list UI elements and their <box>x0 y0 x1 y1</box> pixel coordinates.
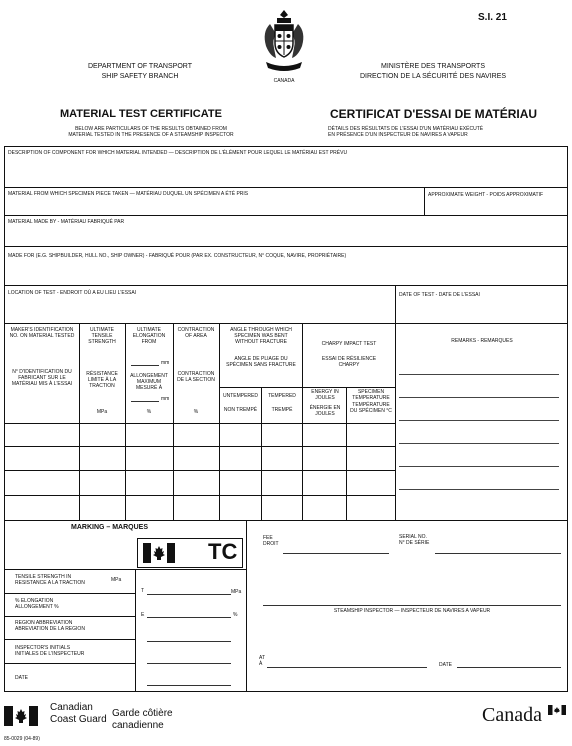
specimen-temp-header-en: SPECIMEN TEMPERATURE <box>352 389 390 401</box>
department-en-line-2: SHIP SAFETY BRANCH <box>101 73 179 80</box>
wordmark-flag-icon <box>548 705 566 715</box>
contraction-pct: % <box>193 409 199 415</box>
crest-caption: CANADA <box>273 78 295 84</box>
tempered-label: TEMPERED <box>268 393 296 399</box>
trempe-label: TREMPÉ <box>271 407 293 413</box>
elongation-marking-field[interactable] <box>147 608 231 617</box>
t-mpa-suffix: MPa <box>231 589 242 595</box>
material-from-field[interactable] <box>5 198 423 215</box>
marking-date-field[interactable] <box>147 676 231 685</box>
remarks-header: REMARKS - REMARQUES <box>451 338 513 344</box>
date-of-test-label: DATE OF TEST - DATE DE L'ESSAI <box>399 292 480 298</box>
elongation-header-en: ULTIMATE ELONGATION FROM <box>132 327 166 345</box>
department-fr-line-2: DIRECTION DE LA SÉCURITÉ DES NAVIRES <box>359 73 507 80</box>
at-label-en: AT <box>259 655 266 661</box>
e-pct-suffix: % <box>233 612 238 618</box>
at-label-fr: À <box>259 661 263 667</box>
elongation-pct: % <box>146 409 152 415</box>
marking-tensile-mpa: MPa <box>111 577 122 583</box>
department-fr-line-1: MINISTÈRE DES TRANSPORTS <box>381 63 485 70</box>
coast-guard-fr-line-2: canadienne <box>112 720 164 731</box>
subtitle-en-line-1: BELOW ARE PARTICULARS OF THE RESULTS OBTAINED FROM <box>75 126 227 132</box>
marking-tensile-fr: RESISTANCE A LA TRACTION <box>15 580 85 586</box>
marking-elong-fr: ALLONGEMENT % <box>15 604 59 610</box>
at-location-field[interactable] <box>267 657 427 667</box>
signature-date-field[interactable] <box>457 657 561 667</box>
subtitle-fr-line-2: EN PRÉSENCE D'UN INSPECTEUR DE NAVIRES A VAPEUR <box>328 132 468 138</box>
inspector-signature-field[interactable] <box>263 577 561 605</box>
location-field[interactable] <box>5 297 394 323</box>
subtitle-en <box>20 126 282 138</box>
angle-header-en: ANGLE THROUGH WHICH SPECIMEN WAS BENT WITHOUT FRACTURE <box>230 327 292 345</box>
coast-guard-en-line-2: Coast Guard <box>50 714 107 725</box>
subtitle-en-line-2: MATERIAL TESTED IN THE PRESENCE OF A STEAMSHIP INSPECTOR <box>68 132 234 138</box>
marking-elong-en: % ELONGATION <box>15 598 54 604</box>
coast-guard-en-line-1: Canadian <box>50 702 93 713</box>
e-prefix: E <box>141 612 145 618</box>
made-by-label: MATERIAL MADE BY - MATÉRIAU FABRIQUÉ PAR <box>8 219 125 225</box>
signature-date-label: DATE <box>439 662 452 668</box>
marking-initials-en: INSPECTOR'S INITIALS <box>15 645 71 651</box>
tensile-header-en: ULTIMATE TENSILE STRENGTH <box>88 327 116 345</box>
canada-flag-icon <box>4 706 38 726</box>
tc-text: TC <box>208 539 238 564</box>
material-from-label: MATERIAL FROM WHICH SPECIMEN PIECE TAKEN — MATÉRIAU DUQUEL UN SPÉCIMEN A ÉTÉ PRIS <box>8 191 249 197</box>
marking-title: MARKING – MARQUES <box>71 524 149 531</box>
coast-guard-fr-line-1: Garde côtière <box>112 708 173 719</box>
fee-label-en: FEE <box>263 535 273 541</box>
tensile-header-fr: RÉSISTANCE LIMITE À LA TRACTION <box>86 371 118 389</box>
subtitle-fr-line-1: DÉTAILS DES RÉSULTATS DE L'ESSAI D'UN MATÉRIAU EXÉCUTÉ <box>328 126 484 132</box>
department-en-line-1: DEPARTMENT OF TRANSPORT <box>88 63 192 70</box>
department-fr <box>318 63 548 81</box>
charpy-header-en: CHARPY IMPACT TEST <box>321 341 377 347</box>
specimen-temp-header-fr: TEMPÉRATURE DU SPÉCIMEN °C <box>350 402 392 414</box>
coast-guard-fr <box>112 708 173 732</box>
tensile-unit: MPa <box>96 409 108 415</box>
made-for-field[interactable] <box>5 260 566 285</box>
inspector-label: STEAMSHIP INSPECTOR — INSPECTEUR DE NAVIRES A VAPEUR <box>333 608 491 614</box>
made-by-field[interactable] <box>5 226 566 246</box>
energy-header-fr: ÉNERGIE EN JOULES <box>309 405 341 417</box>
form-number: S.I. 21 <box>478 12 507 23</box>
date-of-test-field[interactable] <box>396 299 567 323</box>
t-prefix: T <box>141 588 145 594</box>
canada-flag-icon <box>143 543 175 563</box>
serial-label-en: SERIAL NO. <box>399 534 427 540</box>
test-results-data-area[interactable] <box>5 424 394 520</box>
contraction-header-en: CONTRACTION OF AREA <box>177 327 215 339</box>
region-marking-field[interactable] <box>147 632 231 641</box>
non-trempe-label: NON TREMPÉ <box>223 407 258 413</box>
remarks-field[interactable] <box>396 362 567 519</box>
title-fr: CERTIFICAT D'ESSAI DE MATÉRIAU <box>330 107 538 121</box>
elongation-mm-1: mm <box>161 360 170 366</box>
coast-guard-en <box>50 702 107 726</box>
fee-label-fr: DROIT <box>263 541 279 547</box>
marking-region-en: REGION ABBREVIATION <box>15 620 73 626</box>
maker-id-header-fr: N° D'IDENTIFICATION DU FABRICANT SUR LE MATÉRIAU MIS À L'ESSAI <box>11 369 73 387</box>
marking-date-label: DATE <box>15 675 28 681</box>
initials-marking-field[interactable] <box>147 654 231 663</box>
made-for-label: MADE FOR (E.G. SHIPBUILDER, HULL NO., SHIP OWNER) - FABRIQUÉ POUR (PAR EX. CONSTRUCTEUR, N° COQUE, NAVIRE, PROPRIÉTAIRE) <box>8 253 347 259</box>
title-en: MATERIAL TEST CERTIFICATE <box>60 108 222 120</box>
approx-weight-label: APPROXIMATE WEIGHT - POIDS APPROXIMATIF <box>428 192 544 198</box>
description-label: DESCRIPTION OF COMPONENT FOR WHICH MATERIAL INTENDED — DESCRIPTION DE L'ÉLÉMENT POUR LEQUEL LE MATÉRIAU EST PRÉVU <box>8 150 348 156</box>
serial-number-field[interactable] <box>435 543 561 553</box>
marking-initials-fr: INITIALES DE L'INSPECTEUR <box>15 651 85 657</box>
certificate-form <box>4 146 568 692</box>
serial-label-fr: N° DE SÉRIE <box>399 540 430 546</box>
contraction-header-fr: CONTRACTION DE LA SECTION <box>177 371 215 383</box>
form-code: 85-0029 (04-89) <box>4 736 40 742</box>
location-label: LOCATION OF TEST - ENDROIT OÙ A EU LIEU L'ESSAI <box>8 290 137 296</box>
approx-weight-field[interactable] <box>425 198 567 215</box>
department-en <box>40 63 240 81</box>
charpy-header-fr: ESSAI DE RÉSILIENCE CHARPY <box>321 356 377 368</box>
untempered-label: UNTEMPERED <box>222 393 258 399</box>
elongation-mm-2: mm <box>161 396 170 402</box>
subtitle-fr <box>328 126 568 138</box>
canada-wordmark: Canada <box>482 704 542 726</box>
tc-stamp <box>137 538 243 568</box>
marking-region-fr: ABREVIATION DE LA REGION <box>15 626 85 632</box>
energy-header-en: ENERGY IN JOULES <box>311 389 339 401</box>
canada-crest-icon <box>260 8 308 76</box>
elongation-header-fr: ALLONGEMENT MAXIMUM MESURÉ À <box>130 373 168 391</box>
description-field[interactable] <box>5 157 566 187</box>
fee-field[interactable] <box>283 543 389 553</box>
maker-id-header-en: MAKER'S IDENTIFICATION NO. ON MATERIAL TESTED <box>9 327 75 339</box>
tensile-marking-field[interactable] <box>147 585 231 594</box>
angle-header-fr: ANGLE DE PLIAGE DU SPÉCIMEN SANS FRACTURE <box>226 356 296 368</box>
marking-tensile-en: TENSILE STRENGTH IN <box>15 574 72 580</box>
